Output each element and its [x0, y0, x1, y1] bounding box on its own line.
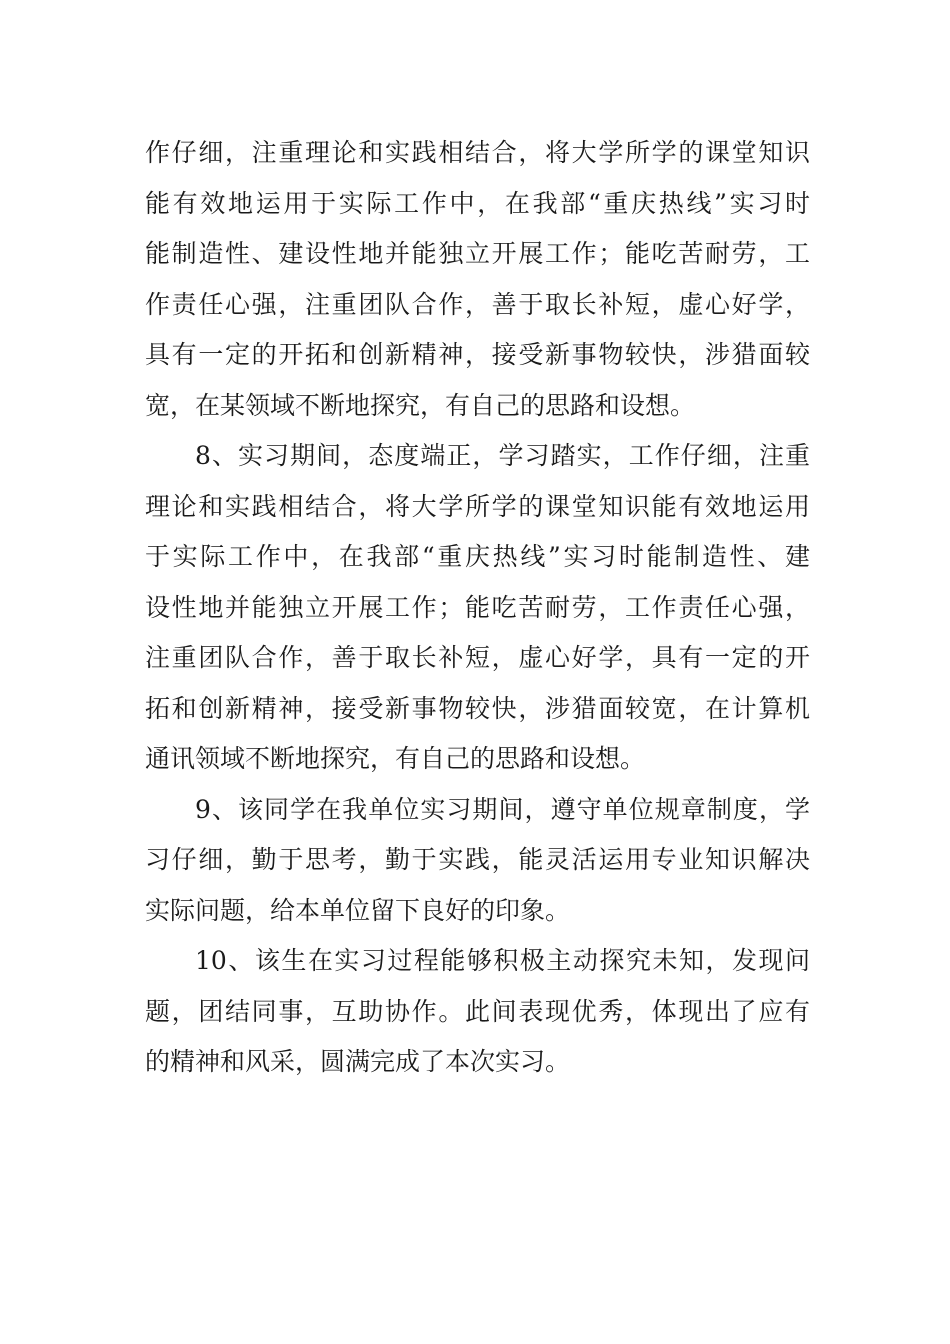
- text-line: 题，团结同事，互助协作。此间表现优秀，体现出了应有: [145, 996, 810, 1026]
- text-line: 注重团队合作，善于取长补短，虚心好学，具有一定的开: [145, 643, 810, 672]
- text-line: 实际问题，给本单位留下良好的印象。: [145, 895, 571, 925]
- text-line: 9、该同学在我单位实习期间，遵守单位规章制度，学: [195, 794, 810, 824]
- text-line: 8、实习期间，态度端正，学习踏实，工作仔细，注重: [195, 441, 810, 470]
- text-line: 能制造性、建设性地并能独立开展工作；能吃苦耐劳，工: [145, 239, 810, 268]
- document-body: [145, 128, 810, 1088]
- text-line: 习仔细，勤于思考，勤于实践，能灵活运用专业知识解决: [145, 845, 810, 874]
- text-line: 的精神和风采，圆满完成了本次实习。: [145, 1047, 571, 1076]
- text-line: 10、该生在实习过程能够积极主动探究未知，发现问: [195, 946, 810, 975]
- paragraph-item-10: [145, 936, 810, 1088]
- text-line: 宽，在某领域不断地探究，有自己的思路和设想。: [145, 390, 696, 420]
- text-line: 理论和实践相结合，将大学所学的课堂知识能有效地运用: [145, 491, 810, 521]
- text-line: 作仔细，注重理论和实践相结合，将大学所学的课堂知识: [145, 138, 810, 167]
- paragraph-item-9: [145, 785, 810, 937]
- paragraph-item-8: [145, 431, 810, 785]
- text-line: 作责任心强，注重团队合作，善于取长补短，虚心好学，: [145, 289, 810, 319]
- paragraph-continued: [145, 128, 810, 431]
- text-line: 拓和创新精神，接受新事物较快，涉猎面较宽，在计算机: [145, 693, 810, 723]
- text-line: 能有效地运用于实际工作中，在我部“重庆热线”实习时: [145, 188, 810, 218]
- text-line: 具有一定的开拓和创新精神，接受新事物较快，涉猎面较: [145, 340, 810, 369]
- text-line: 于实际工作中，在我部“重庆热线”实习时能制造性、建: [145, 542, 810, 571]
- text-line: 通讯领域不断地探究，有自己的思路和设想。: [145, 744, 646, 773]
- text-line: 设性地并能独立开展工作；能吃苦耐劳，工作责任心强，: [145, 592, 810, 622]
